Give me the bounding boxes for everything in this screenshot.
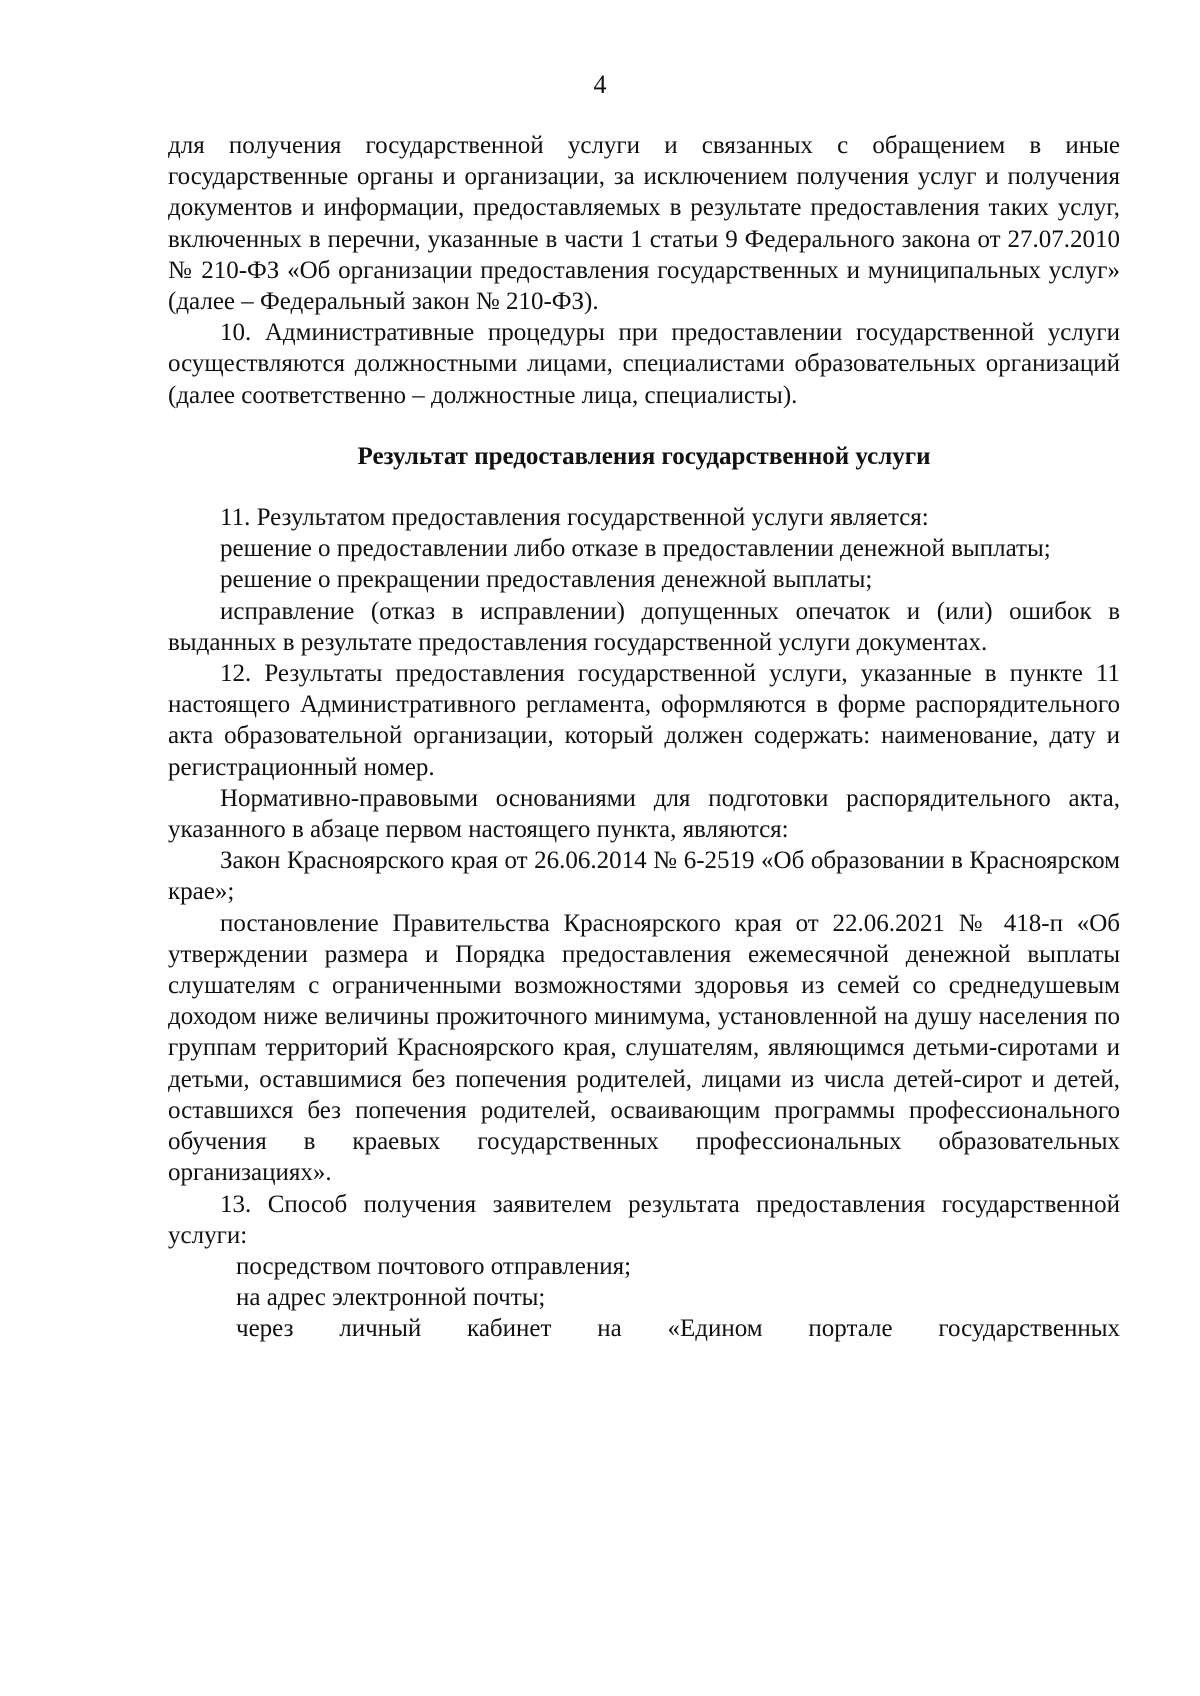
paragraph-item-12: 12. Результаты предоставления государственной услуги, указанные в пункте 11 настоящего Административного регламента, оформляются в форме распорядительного акта образовательной организации, который должен содержать: наименование, дату и регистрационный номер.: [168, 660, 1120, 781]
paragraph-law-reference: Закон Красноярского края от 26.06.2014 № 6-2519 «Об образовании в Красноярском крае»;: [168, 847, 1120, 906]
section-heading: Результат предоставления государственной услуги: [357, 442, 931, 470]
paragraph-continuation: для получения государственной услуги и связанных с обращением в иные государственные органы и организации, за исключением получения услуг и получения документов и информации, предоставляемых в результате предоставления таких услуг, включенных в перечни, указанные в части 1 статьи 9 Федерального закона от 27.07.2010 № 210-ФЗ «Об организации предоставления государственных и муниципальных услуг» (далее – Федеральный закон № 210-ФЗ).: [168, 132, 1120, 316]
paragraph-result-decision: решение о предоставлении либо отказе в предоставлении денежной выплаты;: [220, 535, 1051, 563]
paragraph-legal-basis: Нормативно-правовыми основаниями для подготовки распорядительного акта, указанного в абзаце первом настоящего пункта, являются:: [168, 784, 1120, 844]
paragraph-item-11: 11. Результатом предоставления государственной услуги является:: [220, 504, 929, 532]
paragraph-resolution-reference: постановление Правительства Красноярского края от 22.06.2021 № 418-п «Об утверждении размера и Порядка предоставления ежемесячной денежной выплаты слушателям с ограниченными возможностями здоровья из семей со среднедушевым доходом ниже величины прожиточного минимума, установленной на душу населения по группам территорий Красноярского края, слушателям, являющимся детьми-сиротами и детьми, оставшимися без попечения родителей, лицами из числа детей-сирот и детей, оставшихся без попечения родителей, осваивающим программы профессионального обучения в краевых государственных профессиональных образовательных организациях».: [168, 909, 1120, 1187]
paragraph-method-email: на адрес электронной почты;: [236, 1284, 546, 1312]
paragraph-item-10: 10. Административные процедуры при предоставлении государственной услуги осуществляются должностными лицами, специалистами образовательных организаций (далее соответственно – должностные лица, специалисты).: [168, 319, 1120, 409]
paragraph-result-correction: исправление (отказ в исправлении) допущенных опечаток и (или) ошибок в выданных в результате предоставления государственной услуги документах.: [168, 597, 1120, 656]
paragraph-item-13: 13. Способ получения заявителем результата предоставления государственной услуги:: [168, 1190, 1120, 1249]
page-number: 4: [593, 70, 607, 99]
paragraph-result-termination: решение о прекращении предоставления денежной выплаты;: [220, 566, 873, 594]
paragraph-method-portal: через личный кабинет на «Едином портале государственных: [236, 1315, 1120, 1343]
document-body: [168, 130, 1120, 1345]
paragraph-method-post: посредством почтового отправления;: [236, 1252, 632, 1280]
